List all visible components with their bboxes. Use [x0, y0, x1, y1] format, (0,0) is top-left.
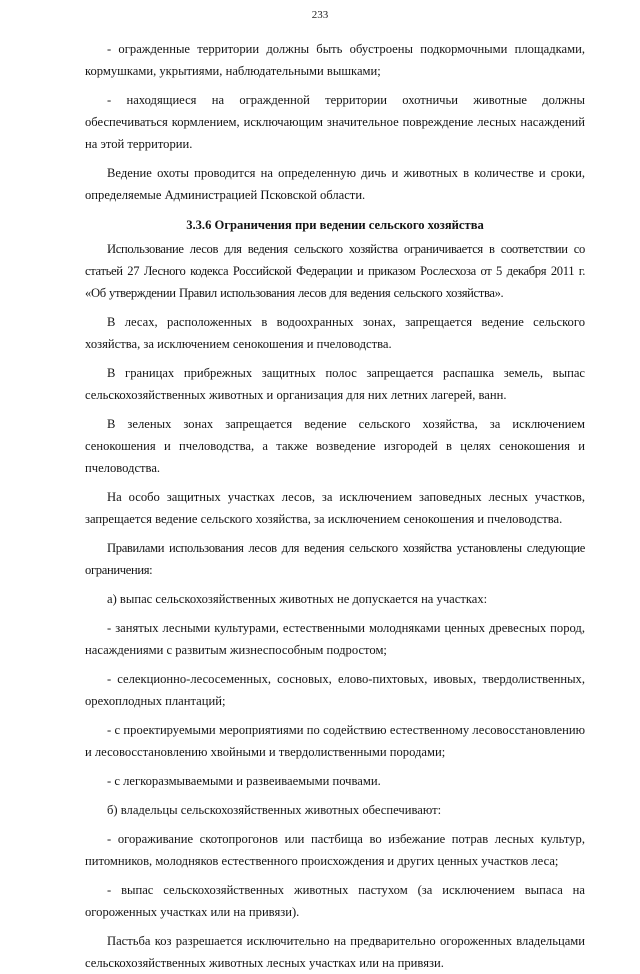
list-item-owners-provide: б) владельцы сельскохозяйственных животных обеспечивают: [107, 803, 442, 817]
paragraph-fenced-territory-feeding: - находящиеся на огражденной территории охотничьи животные должны обеспечиваться кормлением, исключающим значительное повреждение лесных насаждений на этой территории. [85, 93, 585, 151]
list-item-forest-cultures: - занятых лесными культурами, естественными молодняками ценных древесных пород, насаждениями с развитым жизнеспособным подростом; [85, 621, 585, 657]
list-item-erodible-soils: - с легкоразмываемыми и развеиваемыми почвами. [107, 774, 381, 788]
document-body [85, 38, 585, 974]
paragraph-hunting-regulation: Ведение охоты проводится на определенную дичь и животных в количестве и сроки, определяемые Администрацией Псковской области. [85, 166, 585, 202]
list-item-plantations: - селекционно-лесосеменных, сосновых, елово-пихтовых, ивовых, твердолиственных, орехоплодных плантаций; [85, 672, 585, 708]
paragraph-water-protection-zones: В лесах, расположенных в водоохранных зонах, запрещается ведение сельского хозяйства, за исключением сенокошения и пчеловодства. [85, 315, 585, 351]
paragraph-fenced-territory-equipment: - огражденные территории должны быть обустроены подкормочными площадками, кормушками, укрытиями, наблюдательными вышками; [85, 42, 585, 78]
list-item-reforestation: - с проектируемыми мероприятиями по содействию естественному лесовосстановлению и лесовосстановлению хвойными и твердолиственными породами; [85, 723, 585, 759]
paragraph-rules-intro: Правилами использования лесов для ведения сельского хозяйства установлены следующие ограничения: [85, 541, 585, 577]
page-number: 233 [311, 9, 329, 21]
list-item-shepherd-grazing: - выпас сельскохозяйственных животных пастухом (за исключением выпаса на огороженных участках или на привязи). [85, 883, 585, 919]
paragraph-protected-areas: На особо защитных участках лесов, за исключением заповедных лесных участков, запрещается ведение сельского хозяйства, за исключением сенокошения и пчеловодства. [85, 490, 585, 526]
paragraph-coastal-strips: В границах прибрежных защитных полос запрещается распашка земель, выпас сельскохозяйственных животных и организация для них летних лагерей, ванн. [85, 366, 585, 402]
paragraph-forest-code-reference: Использование лесов для ведения сельского хозяйства ограничивается в соответствии со статьей 27 Лесного кодекса Российской Федерации и приказом Рослесхоза от 5 декабря 2011 г. «Об утверждении Правил использования лесов для ведения сельского хозяйства». [85, 242, 585, 300]
paragraph-green-zones: В зеленых зонах запрещается ведение сельского хозяйства, за исключением сенокошения и пчеловодства, а также возведение изгородей в целях сенокошения и пчеловодства. [85, 417, 585, 475]
list-item-grazing-prohibited: а) выпас сельскохозяйственных животных не допускается на участках: [107, 592, 488, 606]
list-item-fencing: - огораживание скотопрогонов или пастбища во избежание потрав лесных культур, питомников, молодняков естественного происхождения и других ценных участков леса; [85, 832, 585, 868]
section-heading: 3.3.6 Ограничения при ведении сельского хозяйства [186, 218, 484, 232]
paragraph-goat-grazing: Пастьба коз разрешается исключительно на предварительно огороженных владельцами сельскохозяйственных животных лесных участках или на привязи. [85, 934, 585, 970]
